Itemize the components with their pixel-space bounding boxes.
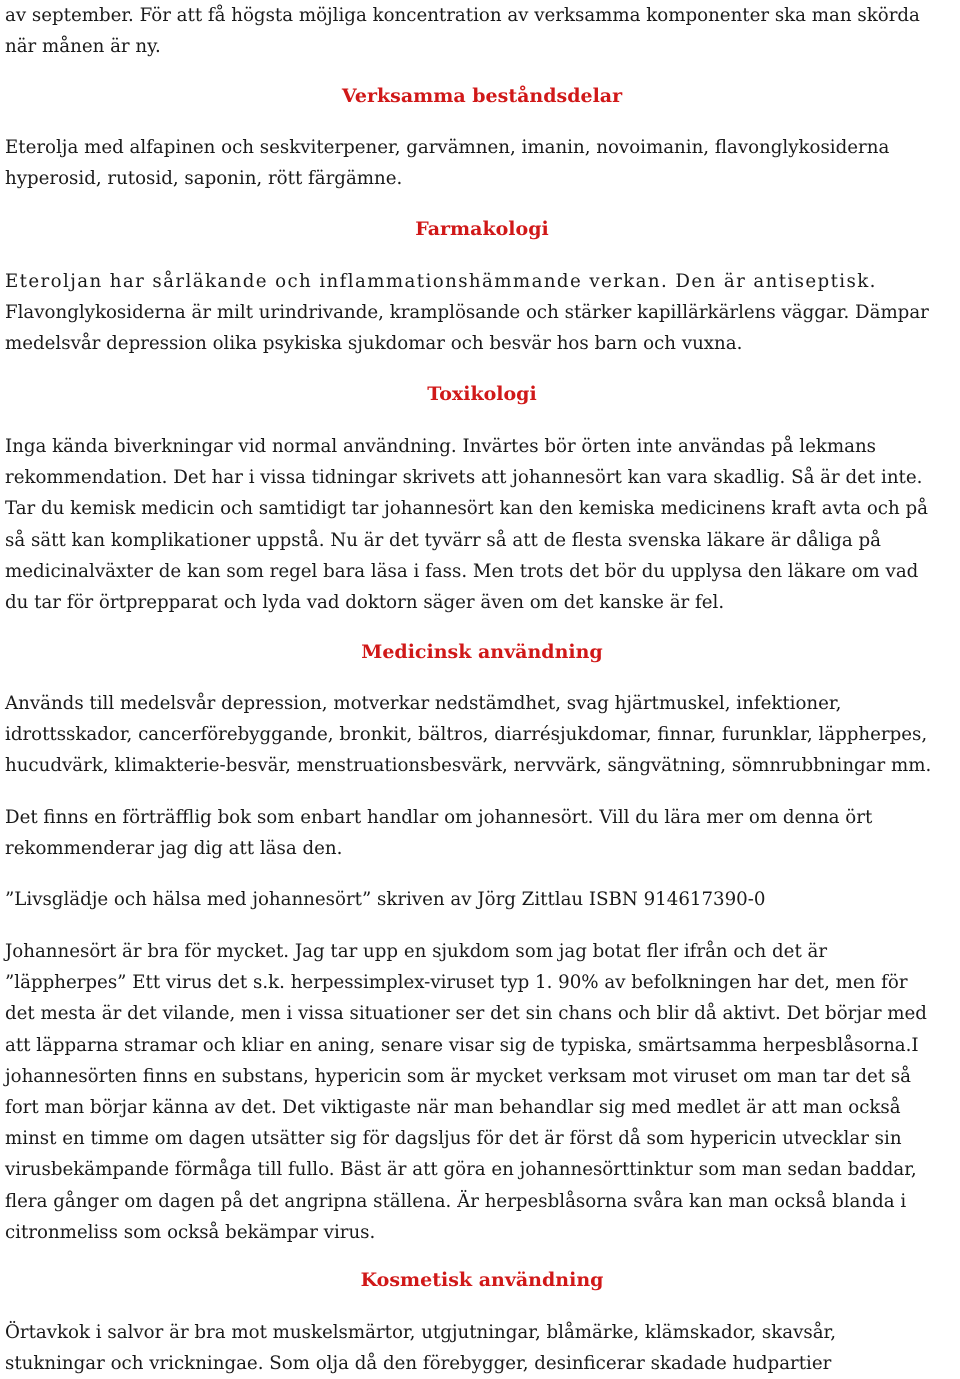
text-line: Johannesört är bra för mycket. Jag tar upp en sjukdom som jag botat fler ifrån och det är xyxy=(5,941,828,962)
section-heading-medicinsk: Medicinsk användning xyxy=(361,641,603,663)
text-line: hucudvärk, klimakterie-besvär, menstruationsbesvärk, nervvärk, sängvätning, sömnrubbningar mm. xyxy=(5,755,932,777)
kosmetisk-paragraph xyxy=(5,1317,836,1379)
text-line: ”läppherpes” Ett virus det s.k. herpessimplex-viruset typ 1. 90% av befolkningen har det, men för xyxy=(5,972,908,994)
text-line: idrottsskador, cancerförebyggande, bronkit, bältros, diarrésjukdomar, finnar, furunklar, läppherpes, xyxy=(5,724,928,746)
text-line: ”Livsglädje och hälsa med johannesört” skriven av Jörg Zittlau ISBN 914617390-0 xyxy=(5,889,766,910)
text-line: rekommenderar jag dig att läsa den. xyxy=(5,838,343,860)
text-line: så sätt kan komplikationer uppstå. Nu är det tyvärr så att de flesta svenska läkare är dåliga på xyxy=(5,529,881,551)
text-line: när månen är ny. xyxy=(5,36,161,58)
text-line: medelsvår depression olika psykiska sjukdomar och besvär hos barn och vuxna. xyxy=(5,333,743,355)
medicinsk-paragraph-4 xyxy=(5,936,927,1248)
text-line: av september. För att få högsta möjliga koncentration av verksamma komponenter ska man skörda xyxy=(5,5,920,26)
text-line: Flavonglykosiderna är milt urindrivande, kramplösande och stärker kapillärkärlens väggar. Dämpar xyxy=(5,302,929,324)
section-heading-kosmetisk: Kosmetisk användning xyxy=(360,1269,604,1291)
text-line: fort man börjar känna av det. Det viktigaste när man behandlar sig med medlet är att man också xyxy=(5,1097,901,1119)
medicinsk-paragraph-2 xyxy=(5,802,872,864)
text-line: hyperosid, rutosid, saponin, rött färgämne. xyxy=(5,168,403,190)
section-heading-toxikologi: Toxikologi xyxy=(427,383,537,405)
text-line: medicinalväxter de kan som regel bara läsa i fass. Men trots det bör du upplysa den läkare om vad xyxy=(5,560,919,582)
text-line: Det finns en förträfflig bok som enbart handlar om johannesört. Vill du lära mer om denna ört xyxy=(5,807,873,828)
text-line: johannesörten finns en substans, hypericin som är mycket verksam mot viruset om man tar det så xyxy=(5,1065,912,1087)
section-heading-farmakologi: Farmakologi xyxy=(415,218,549,240)
text-line: Inga kända biverkningar vid normal användning. Invärtes bör örten inte användas på lekmans xyxy=(5,436,877,457)
text-line: Eteroljan har sårläkande och inflammationshämmande verkan. Den är antiseptisk. xyxy=(5,271,877,292)
farmakologi-paragraph xyxy=(5,266,929,360)
text-line: det mesta är det vilande, men i vissa situationer ser det sin chans och blir då aktivt. Det börjar med xyxy=(5,1003,927,1025)
toxikologi-paragraph xyxy=(5,431,928,618)
text-line: Tar du kemisk medicin och samtidigt tar johannesört kan den kemiska medicinens kraft avta och på xyxy=(5,498,928,520)
text-line: att läpparna stramar och kliar en aning, senare visar sig de typiska, smärtsamma herpesblåsorna.I xyxy=(5,1034,919,1056)
text-line: minst en timme om dagen utsätter sig för dagsljus för det är först då som hypericin utvecklar sin xyxy=(5,1128,902,1150)
medicinsk-paragraph-1 xyxy=(5,688,931,782)
text-line: Eterolja med alfapinen och seskviterpener, garvämnen, imanin, novoimanin, flavonglykosiderna xyxy=(5,137,890,158)
text-line: rekommendation. Det har i vissa tidningar skrivets att johannesört kan vara skadlig. Så är det inte. xyxy=(5,467,923,489)
text-line: Örtavkok i salvor är bra mot muskelsmärtor, utgjutningar, blåmärke, klämskador, skavsår, xyxy=(5,1322,837,1343)
intro-paragraph xyxy=(5,0,920,62)
text-line: du tar för örtprepparat och lyda vad doktorn säger även om det kanske är fel. xyxy=(5,592,725,614)
section-heading-verksamma: Verksamma beståndsdelar xyxy=(341,85,623,107)
text-line: stukningar och vrickningae. Som olja då den förebygger, desinficerar skadade hudpartier xyxy=(5,1353,832,1375)
verksamma-paragraph xyxy=(5,132,889,194)
text-line: flera gånger om dagen på det angripna ställena. Är herpesblåsorna svåra kan man också blanda i xyxy=(5,1190,907,1212)
book-reference xyxy=(5,884,765,915)
text-line: Används till medelsvår depression, motverkar nedstämdhet, svag hjärtmuskel, infektioner, xyxy=(5,693,842,714)
text-line: virusbekämpande förmåga till fullo. Bäst är att göra en johannesörttinktur som man sedan baddar, xyxy=(5,1159,917,1181)
text-line: citronmeliss som också bekämpar virus. xyxy=(5,1221,376,1243)
